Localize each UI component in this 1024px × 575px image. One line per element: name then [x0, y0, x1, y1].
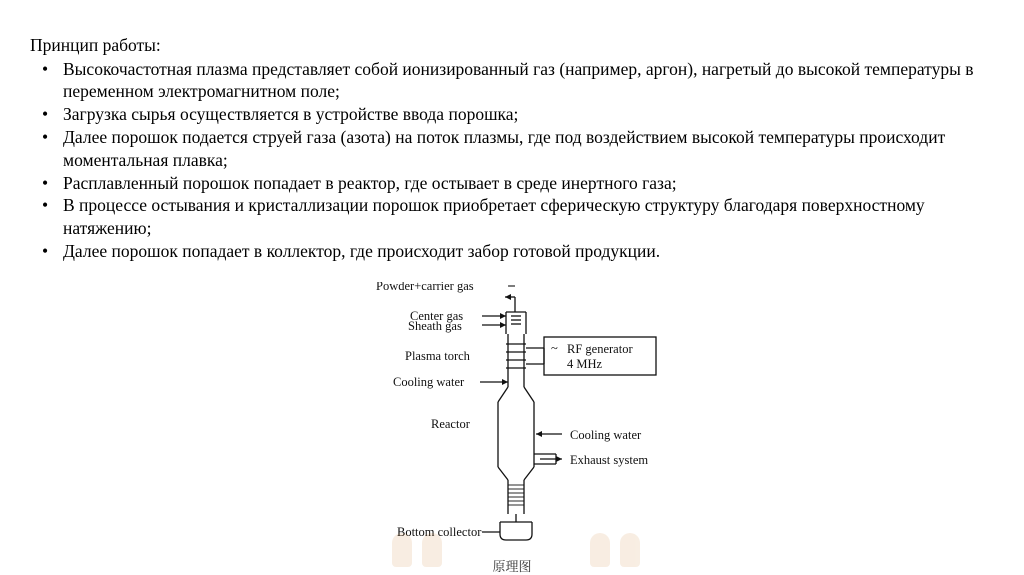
list-item-text: Далее порошок подается струей газа (азота) на поток плазмы, где под воздействием высокой температуры происходит моментальная плавка; [63, 127, 946, 170]
list-item-text: Расплавленный порошок попадает в реактор, где остывает в среде инертного газа; [63, 172, 677, 193]
powder-feed-arrowhead [505, 294, 511, 300]
reactor-bottom-cone-left [498, 467, 508, 480]
bullet-marker-icon: • [42, 172, 49, 193]
label-exhaust-system: Exhaust system [570, 453, 649, 467]
exhaust-arrowhead [556, 456, 562, 462]
list-item-text: Далее порошок попадает в коллектор, где происходит забор готовой продукции. [63, 240, 661, 261]
list-item [30, 194, 990, 239]
list-item [30, 172, 990, 194]
reactor-bottom-cone-right [524, 467, 534, 480]
plasma-apparatus-diagram [330, 282, 750, 572]
list-item [30, 240, 990, 262]
reactor-cone-right [524, 387, 534, 402]
bullet-marker-icon: • [42, 104, 49, 125]
reactor-cone-left [498, 387, 508, 402]
list-item [30, 126, 990, 171]
center-gas-arrowhead [500, 313, 506, 319]
list-item-text: Загрузка сырья осуществляется в устройстве ввода порошка; [63, 104, 519, 125]
label-rf-frequency: 4 MHz [567, 357, 603, 371]
diagram-caption: 原理图 [492, 559, 532, 574]
bullet-marker-icon: • [42, 240, 49, 261]
list-item-text: Высокочастотная плазма представляет собой ионизированный газ (например, аргон), нагретый до высокой температуры в переменном электромагнитном поле; [63, 59, 974, 102]
sheath-gas-arrowhead [500, 322, 506, 328]
label-bottom-collector: Bottom collector [397, 525, 482, 539]
label-cooling-water-right: Cooling water [570, 428, 642, 442]
cooling-water-left-arrowhead [502, 379, 508, 385]
list-item [30, 103, 990, 125]
cooling-water-right-arrowhead [536, 431, 542, 437]
label-cooling-water-left: Cooling water [393, 375, 465, 389]
lead-paragraph: Принцип работы: [30, 35, 161, 55]
label-rf-generator: RF generator [567, 342, 633, 356]
bullet-marker-icon: • [42, 127, 49, 148]
bullet-marker-icon: • [42, 59, 49, 79]
label-rf-generator-tilde: ~ [551, 341, 558, 355]
list-item-text: В процессе остывания и кристаллизации порошок приобретает сферическую структуру благодаря поверхностному натяжению; [63, 195, 925, 238]
diagram-svg [330, 282, 750, 572]
bottom-collector-vessel [500, 522, 532, 540]
list-item [30, 58, 990, 103]
content-text-block [30, 34, 990, 263]
label-reactor: Reactor [431, 417, 470, 431]
bullet-marker-icon: • [42, 195, 49, 216]
label-plasma-torch: Plasma torch [405, 349, 470, 363]
label-center-gas: Center gas [410, 309, 464, 323]
label-powder-carrier-gas: Powder+carrier gas [376, 282, 474, 293]
label-sheath-gas: Sheath gas [408, 319, 462, 333]
bullet-list [30, 58, 990, 262]
